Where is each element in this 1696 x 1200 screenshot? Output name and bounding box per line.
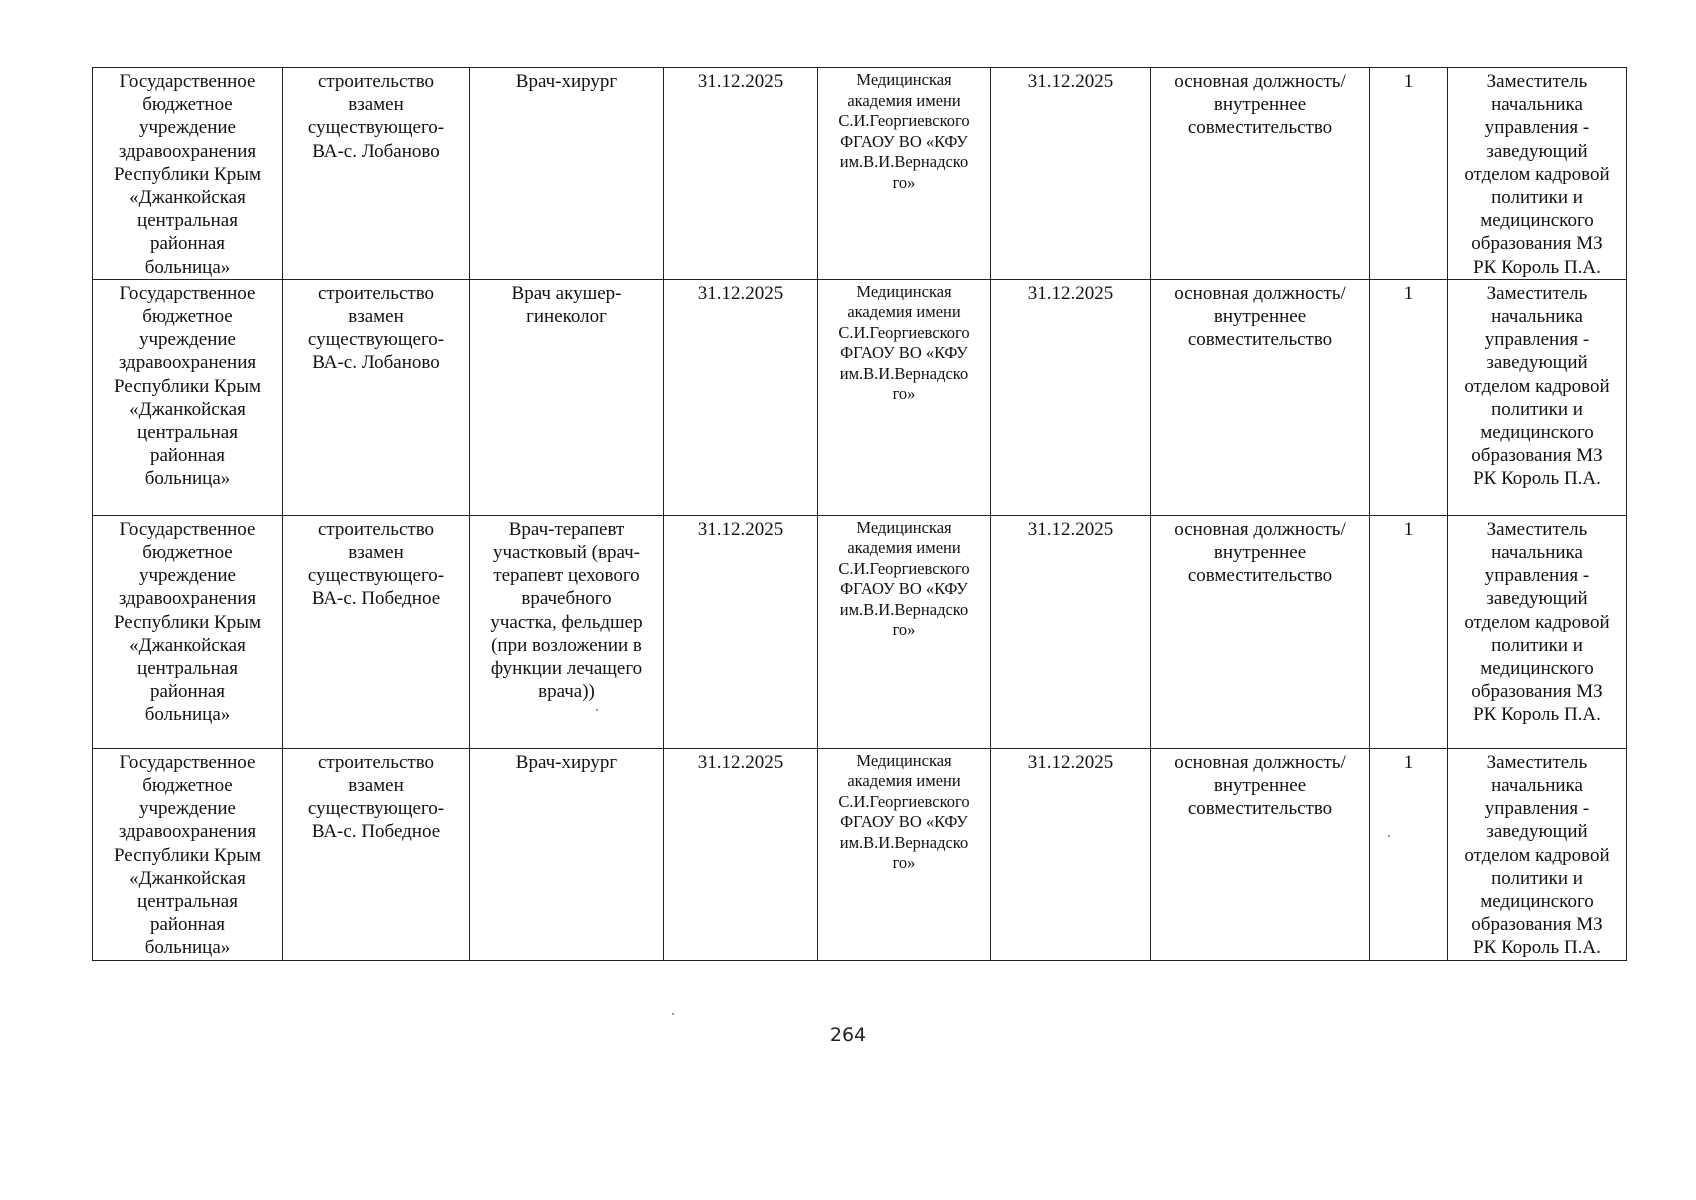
responsible-cell: Заместитель начальника управления - заведующий отделом кадровой политики и медицинского образования МЗ РК Король П.А. bbox=[1448, 279, 1627, 515]
count-cell: 1 bbox=[1370, 515, 1448, 748]
date-cell: 31.12.2025 bbox=[991, 279, 1151, 515]
responsible-cell: Заместитель начальника управления - заведующий отделом кадровой политики и медицинского образования МЗ РК Король П.А. bbox=[1448, 68, 1627, 280]
count-cell: 1 bbox=[1370, 68, 1448, 280]
object-cell: строительство взамен существующего- ВА-с. Победное bbox=[283, 515, 470, 748]
institution-cell: Медицинская академия имени С.И.Георгиевского ФГАОУ ВО «КФУ им.В.И.Вернадско го» bbox=[818, 515, 991, 748]
position-cell: Врач акушер- гинеколог bbox=[470, 279, 664, 515]
institution-cell: Медицинская академия имени С.И.Георгиевского ФГАОУ ВО «КФУ им.В.И.Вернадско го» bbox=[818, 68, 991, 280]
table-row bbox=[93, 515, 1627, 748]
organization-cell: Государственное бюджетное учреждение здравоохранения Республики Крым «Джанкойская центральная районная больница» bbox=[93, 279, 283, 515]
date-cell: 31.12.2025 bbox=[991, 515, 1151, 748]
table-row bbox=[93, 68, 1627, 280]
organization-cell: Государственное бюджетное учреждение здравоохранения Республики Крым «Джанкойская центральная районная больница» bbox=[93, 68, 283, 280]
date-cell: 31.12.2025 bbox=[664, 279, 818, 515]
table-row bbox=[93, 279, 1627, 515]
object-cell: строительство взамен существующего- ВА-с. Лобаново bbox=[283, 279, 470, 515]
staffing-table bbox=[92, 67, 1627, 961]
position-cell: Врач-хирург bbox=[470, 68, 664, 280]
date-cell: 31.12.2025 bbox=[664, 515, 818, 748]
object-cell: строительство взамен существующего- ВА-с. Победное bbox=[283, 748, 470, 960]
employment-type-cell: основная должность/ внутреннее совместительство bbox=[1151, 68, 1370, 280]
responsible-cell: Заместитель начальника управления - заведующий отделом кадровой политики и медицинского образования МЗ РК Король П.А. bbox=[1448, 515, 1627, 748]
page-number: 264 bbox=[829, 1024, 867, 1046]
date-cell: 31.12.2025 bbox=[991, 68, 1151, 280]
date-cell: 31.12.2025 bbox=[664, 748, 818, 960]
position-cell: Врач-терапевт участковый (врач- терапевт цехового врачебного участка, фельдшер (при возложении в функции лечащего врача)) bbox=[470, 515, 664, 748]
institution-cell: Медицинская академия имени С.И.Георгиевского ФГАОУ ВО «КФУ им.В.И.Вернадско го» bbox=[818, 748, 991, 960]
scan-speck bbox=[596, 709, 598, 711]
organization-cell: Государственное бюджетное учреждение здравоохранения Республики Крым «Джанкойская центральная районная больница» bbox=[93, 748, 283, 960]
institution-cell: Медицинская академия имени С.И.Георгиевского ФГАОУ ВО «КФУ им.В.И.Вернадско го» bbox=[818, 279, 991, 515]
object-cell: строительство взамен существующего- ВА-с. Лобаново bbox=[283, 68, 470, 280]
scan-speck bbox=[1388, 835, 1390, 837]
table-row bbox=[93, 748, 1627, 960]
scan-speck bbox=[672, 1013, 674, 1015]
employment-type-cell: основная должность/ внутреннее совместительство bbox=[1151, 515, 1370, 748]
count-cell: 1 bbox=[1370, 279, 1448, 515]
count-cell: 1 bbox=[1370, 748, 1448, 960]
date-cell: 31.12.2025 bbox=[991, 748, 1151, 960]
date-cell: 31.12.2025 bbox=[664, 68, 818, 280]
responsible-cell: Заместитель начальника управления - заведующий отделом кадровой политики и медицинского образования МЗ РК Король П.А. bbox=[1448, 748, 1627, 960]
organization-cell: Государственное бюджетное учреждение здравоохранения Республики Крым «Джанкойская центральная районная больница» bbox=[93, 515, 283, 748]
employment-type-cell: основная должность/ внутреннее совместительство bbox=[1151, 279, 1370, 515]
employment-type-cell: основная должность/ внутреннее совместительство bbox=[1151, 748, 1370, 960]
position-cell: Врач-хирург bbox=[470, 748, 664, 960]
